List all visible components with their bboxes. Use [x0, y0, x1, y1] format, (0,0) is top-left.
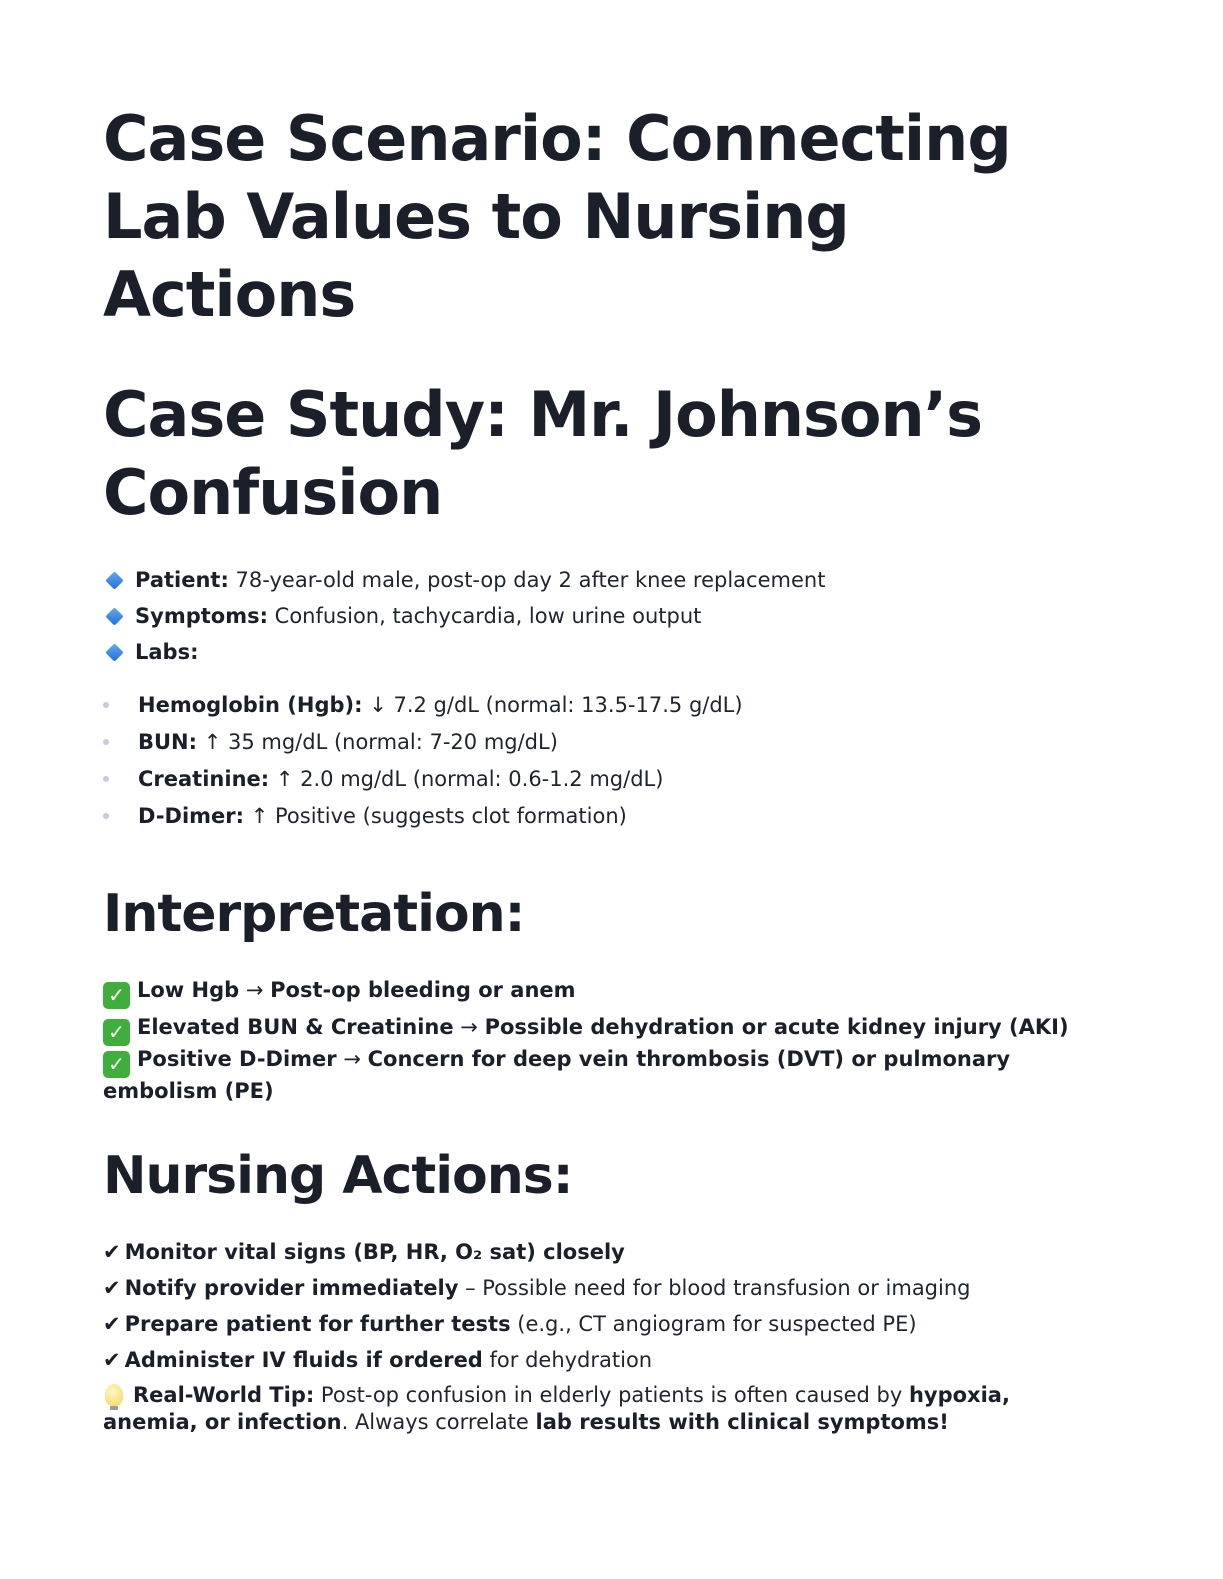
intro-item-symptoms: Symptoms: Confusion, tachycardia, low urine output: [103, 598, 1103, 634]
check-mark-icon: ✓: [103, 982, 130, 1009]
list-item: Creatinine: ↑ 2.0 mg/dL (normal: 0.6-1.2 mg/dL): [103, 760, 1103, 797]
interpretation-heading: Interpretation:: [103, 884, 525, 944]
blue-diamond-icon: [105, 607, 123, 625]
case-study-heading: Case Study: Mr. Johnson’s Confusion: [103, 378, 983, 529]
check-icon: ✔: [103, 1348, 121, 1372]
nursing-action-item: ✔ Administer IV fluids if ordered for dehydration: [103, 1348, 653, 1372]
check-icon: ✔: [103, 1276, 121, 1300]
interpretation-item: ✓ Positive D-Dimer → Concern for deep vein thrombosis (DVT) or pulmonary embolism (PE): [103, 1047, 1011, 1103]
intro-item-labs: Labs:: [103, 634, 1103, 670]
interpretation-item: ✓ Elevated BUN & Creatinine → Possible dehydration or acute kidney injury (AKI): [103, 1009, 1103, 1046]
page-title: Case Scenario: Connecting Lab Values to Nursing Actions: [103, 102, 1011, 331]
nursing-action-item: ✔ Notify provider immediately – Possible need for blood transfusion or imaging: [103, 1276, 971, 1300]
list-item: D-Dimer: ↑ Positive (suggests clot formation): [103, 797, 1103, 834]
nursing-actions-heading: Nursing Actions:: [103, 1146, 573, 1206]
list-item: BUN: ↑ 35 mg/dL (normal: 7-20 mg/dL): [103, 723, 1103, 760]
check-mark-icon: ✓: [103, 1019, 130, 1046]
bullet-icon: [103, 776, 109, 782]
blue-diamond-icon: [105, 643, 123, 661]
lab-values-list: [103, 686, 1103, 834]
nursing-actions-list: [103, 1234, 1103, 1436]
list-item: Hemoglobin (Hgb): ↓ 7.2 g/dL (normal: 13.5-17.5 g/dL): [103, 686, 1103, 723]
light-bulb-icon: [105, 1384, 123, 1406]
check-mark-icon: ✓: [103, 1051, 130, 1078]
interpretation-list: [103, 972, 1103, 1104]
bullet-icon: [103, 739, 109, 745]
bullet-icon: [103, 813, 109, 819]
check-icon: ✔: [103, 1312, 121, 1336]
nursing-action-item: ✔ Monitor vital signs (BP, HR, O₂ sat) closely: [103, 1240, 625, 1264]
intro-item-patient: Patient: 78-year-old male, post-op day 2 after knee replacement: [103, 562, 1103, 598]
check-icon: ✔: [103, 1240, 121, 1264]
interpretation-item: ✓ Low Hgb → Post-op bleeding or anem: [103, 972, 1103, 1009]
nursing-action-item: ✔ Prepare patient for further tests (e.g., CT angiogram for suspected PE): [103, 1312, 917, 1336]
patient-summary: [103, 562, 1103, 670]
blue-diamond-icon: [105, 571, 123, 589]
real-world-tip: Real-World Tip: Post-op confusion in elderly patients is often caused by hypoxia, anemia, or infection. Always correlate lab results with clinical symptoms!: [103, 1383, 1010, 1434]
bullet-icon: [103, 702, 109, 708]
